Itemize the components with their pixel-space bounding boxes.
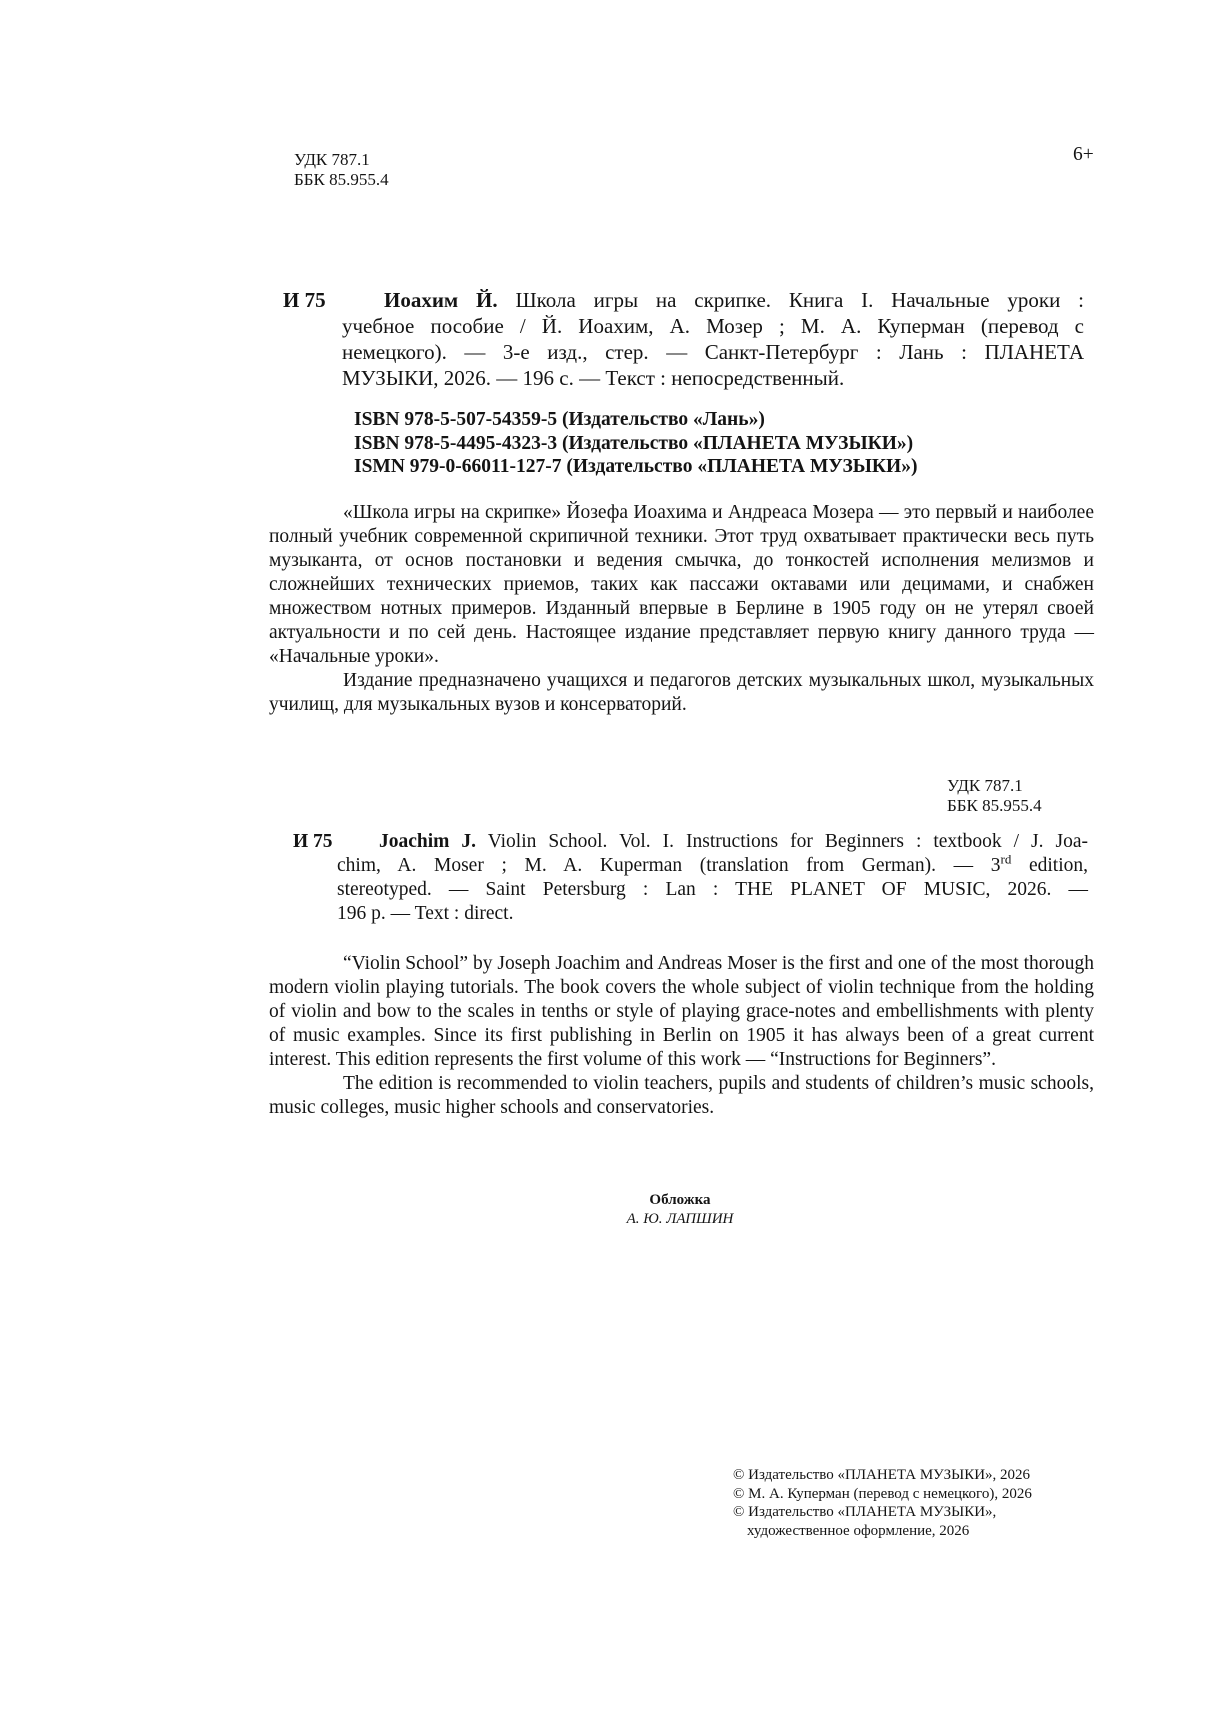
isbn-planet: ISBN 978-5-4495-4323-3 (Издательство «ПЛАНЕТА МУЗЫКИ») <box>354 432 914 454</box>
age-rating: 6+ <box>1073 144 1094 165</box>
copyright-line-2: © М. А. Куперман (перевод с немецкого), 2026 <box>733 1485 1032 1502</box>
ru-bibliographic-description <box>342 287 1084 391</box>
ru-line-2: учебное пособие / Й. Иоахим, А. Мозер ; М. А. Куперман (перевод с <box>342 314 1084 338</box>
en-line-1: Violin School. Vol. I. Instructions for Beginners : textbook / J. Joa- <box>487 831 1088 852</box>
en-line-4: 196 p. — Text : direct. <box>337 903 514 924</box>
en-line-3: stereotyped. — Saint Petersburg : Lan : THE PLANET OF MUSIC, 2026. — <box>337 879 1088 900</box>
isbn-block <box>354 408 917 479</box>
ru-entry-code: И 75 <box>283 288 326 312</box>
isbn-lan: ISBN 978-5-507-54359-5 (Издательство «Лань») <box>354 409 765 430</box>
copyright-line-1: © Издательство «ПЛАНЕТА МУЗЫКИ», 2026 <box>733 1467 1031 1483</box>
copyright-block <box>733 1466 1032 1540</box>
udk-code: УДК 787.1 <box>294 150 370 169</box>
copyright-line-3: © Издательство «ПЛАНЕТА МУЗЫКИ», <box>733 1504 997 1520</box>
en-classification-codes <box>947 776 1042 816</box>
en-udk-code: УДК 787.1 <box>947 776 1023 795</box>
ru-abstract-paragraph-2: Издание предназначено учащихся и педагогов детских музыкальных школ, музыкальных училищ, для музыкальных вузов и консерваторий. <box>269 670 1094 715</box>
classification-codes <box>294 150 389 190</box>
cover-label: Обложка <box>649 1192 711 1208</box>
en-entry-code: И 75 <box>293 831 333 852</box>
en-abstract-paragraph-2: The edition is recommended to violin teachers, pupils and students of children’s music schools, music colleges, music higher schools and conservatories. <box>269 1073 1094 1118</box>
en-abstract-paragraph-1: “Violin School” by Joseph Joachim and Andreas Moser is the first and one of the most thorough modern violin playing tutorials. The book covers the whole subject of violin technique from the holding of violin and bow to the scales in tenths or style of playing grace-notes and embellishments with plenty of music examples. Since its first publishing in Berlin on 1905 it has always been of a great current interest. This edition represents the first volume of this work — “Instructions for Beginners”. <box>269 953 1094 1070</box>
ru-line-4: МУЗЫКИ, 2026. — 196 с. — Текст : непосредственный. <box>342 366 845 390</box>
copyright-line-4: художественное оформление, 2026 <box>747 1522 970 1539</box>
cover-designer: А. Ю. ЛАПШИН <box>626 1211 734 1227</box>
en-bbk-code: ББК 85.955.4 <box>947 796 1042 815</box>
en-bibliographic-description <box>337 830 1088 926</box>
en-line-2: chim, A. Moser ; M. A. Kuperman (translation from German). — 3rd edition, <box>337 851 1088 876</box>
ru-line-1: Школа игры на скрипке. Книга I. Начальные уроки : <box>515 288 1084 312</box>
en-superscript: rd <box>1000 851 1012 867</box>
en-author: Joachim J. <box>379 831 477 852</box>
en-abstract <box>269 952 1094 1120</box>
ru-author: Иоахим Й. <box>384 288 498 312</box>
ru-abstract <box>269 501 1094 717</box>
cover-credit <box>560 1191 800 1229</box>
ru-abstract-paragraph-1: «Школа игры на скрипке» Йозефа Иоахима и Андреаса Мозера — это первый и наиболее полный учебник современной скрипичной техники. Этот труд охватывает практически весь путь музыканта, от основ постановки и ведения смычка, до тонкостей исполнения мелизмов и сложнейших технических приемов, таких как пассажи октавами или децимами, и снабжен множеством нотных примеров. Изданный впервые в Берлине в 1905 году он не утерял своей актуальности и по сей день. Настоящее издание представляет первую книгу данного труда — «Начальные уроки». <box>269 502 1094 667</box>
bbk-code: ББК 85.955.4 <box>294 170 389 189</box>
ru-line-3: немецкого). — 3-е изд., стер. — Санкт-Петербург : Лань : ПЛАНЕТА <box>342 340 1084 364</box>
ismn-planet: ISMN 979-0-66011-127-7 (Издательство «ПЛАНЕТА МУЗЫКИ») <box>354 456 918 477</box>
